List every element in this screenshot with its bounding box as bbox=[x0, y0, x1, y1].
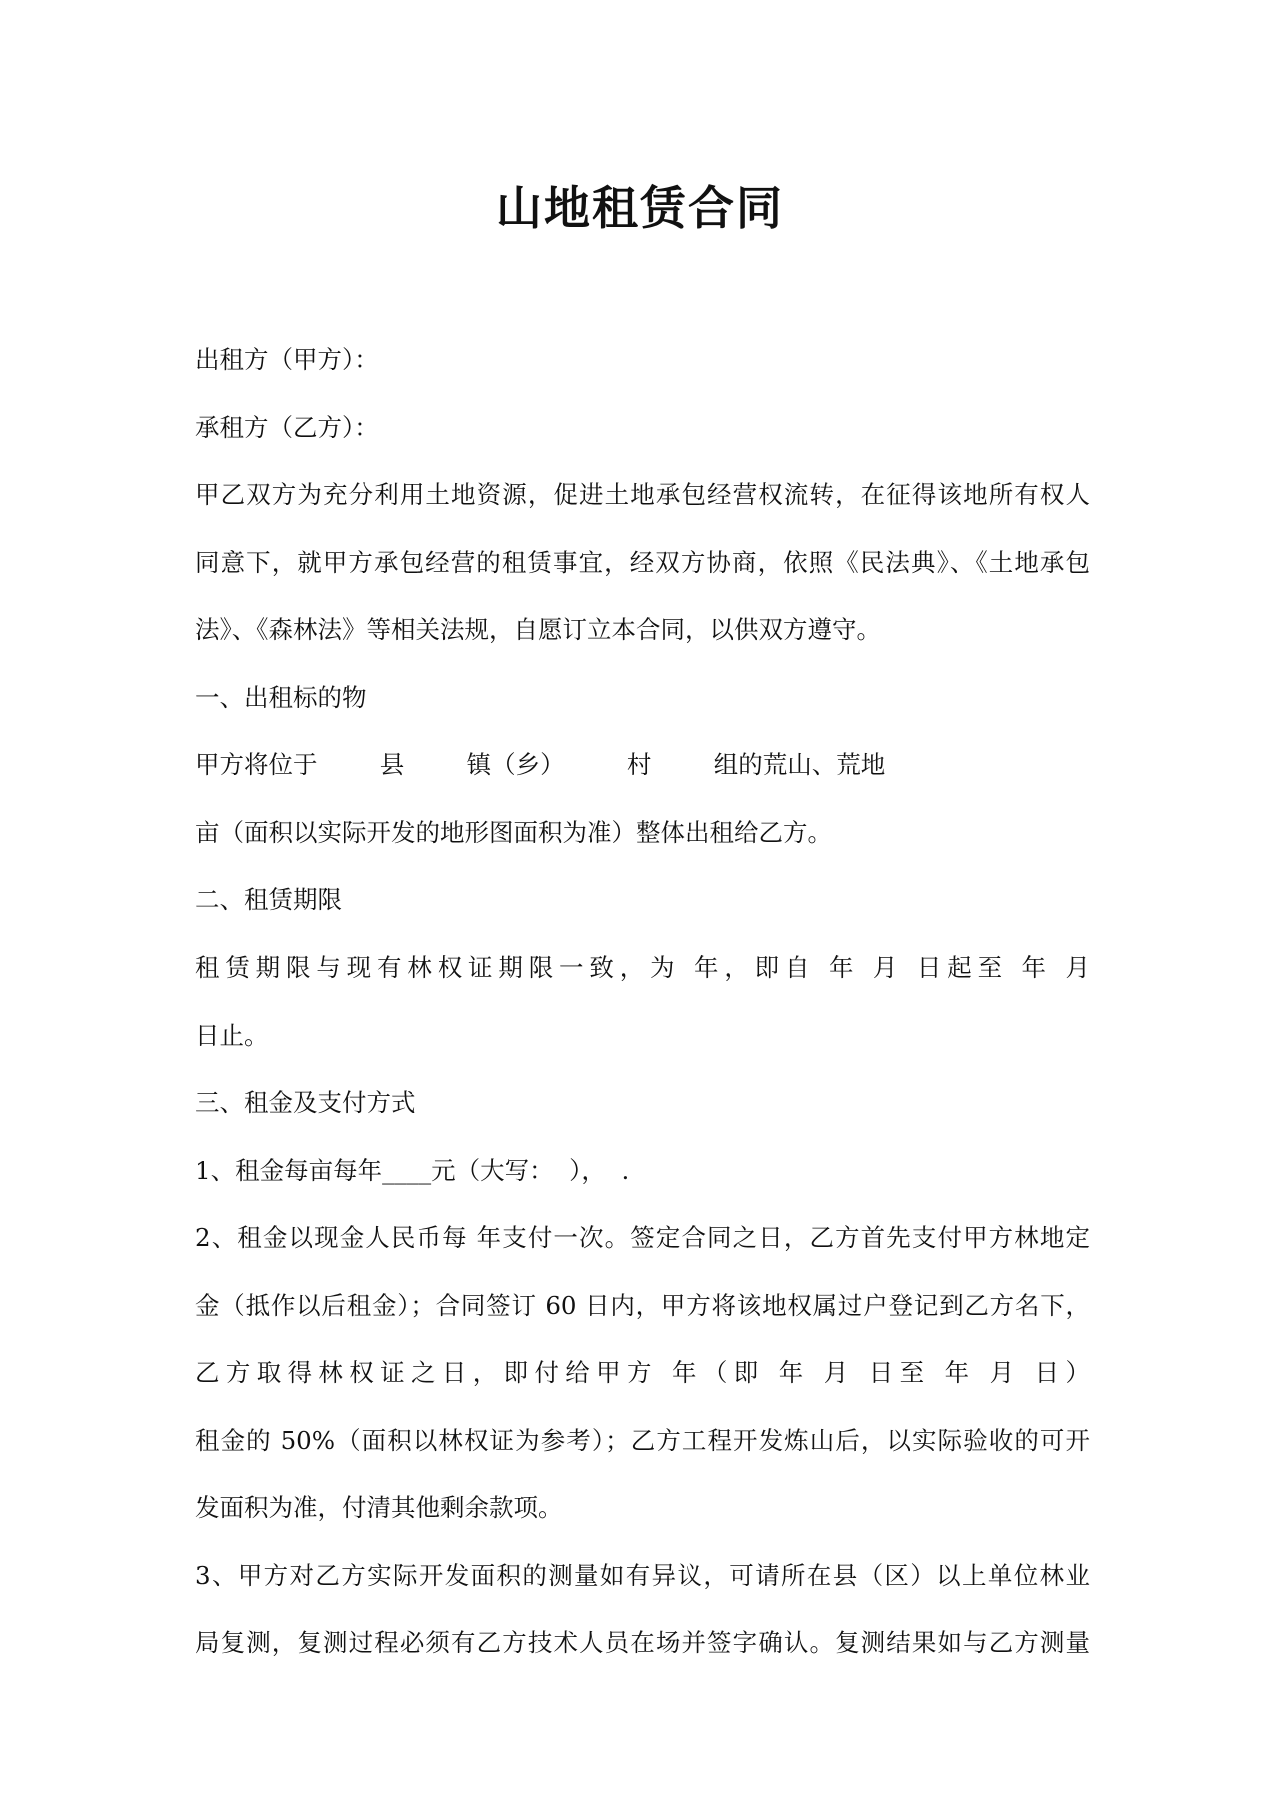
lessee-line: 承租方（乙方）： bbox=[195, 413, 379, 442]
paragraph-line: 同意下，就甲方承包经营的租赁事宜，经双方协商，依照《民法典》、《土地承包 bbox=[195, 548, 1090, 577]
lessor-line: 出租方（甲方）： bbox=[195, 345, 379, 374]
page-title: 山地租赁合同 bbox=[496, 181, 784, 235]
paragraph-line: 租赁期限与现有林权证期限一致，为 年，即自 年 月 日起至 年 月 bbox=[195, 953, 1090, 982]
paragraph-line: 3、甲方对乙方实际开发面积的测量如有异议，可请所在县（区）以上单位林业 bbox=[195, 1561, 1090, 1590]
paragraph-line: 日止。 bbox=[195, 1021, 269, 1050]
paragraph-line: 租金的 50%（面积以林权证为参考）；乙方工程开发炼山后，以实际验收的可开 bbox=[195, 1426, 1090, 1455]
section-heading: 二、租赁期限 bbox=[195, 885, 342, 914]
paragraph-line: 乙方取得林权证之日，即付给甲方 年（即 年 月 日至 年 月 日） bbox=[195, 1358, 1090, 1387]
paragraph-line: 局复测，复测过程必须有乙方技术人员在场并签字确认。复测结果如与乙方测量 bbox=[195, 1628, 1090, 1657]
paragraph-line: 法》、《森林法》等相关法规，自愿订立本合同，以供双方遵守。 bbox=[195, 615, 881, 644]
paragraph-line: 亩（面积以实际开发的地形图面积为准）整体出租给乙方。 bbox=[195, 818, 832, 847]
paragraph-line: 甲方将位于 县 镇（乡） 村 组的荒山、荒地 bbox=[195, 750, 886, 779]
section-heading: 三、租金及支付方式 bbox=[195, 1088, 416, 1117]
paragraph-line: 2、租金以现金人民币每 年支付一次。签定合同之日，乙方首先支付甲方林地定 bbox=[195, 1223, 1090, 1252]
section-heading: 一、出租标的物 bbox=[195, 683, 367, 712]
paragraph-line: 1、租金每亩每年____元（大写： ）， . bbox=[195, 1156, 630, 1185]
paragraph-line: 金（抵作以后租金）；合同签订 60 日内，甲方将该地权属过户登记到乙方名下， bbox=[195, 1291, 1090, 1320]
paragraph-line: 发面积为准，付清其他剩余款项。 bbox=[195, 1493, 563, 1522]
paragraph-line: 甲乙双方为充分利用土地资源，促进土地承包经营权流转，在征得该地所有权人 bbox=[195, 480, 1090, 509]
